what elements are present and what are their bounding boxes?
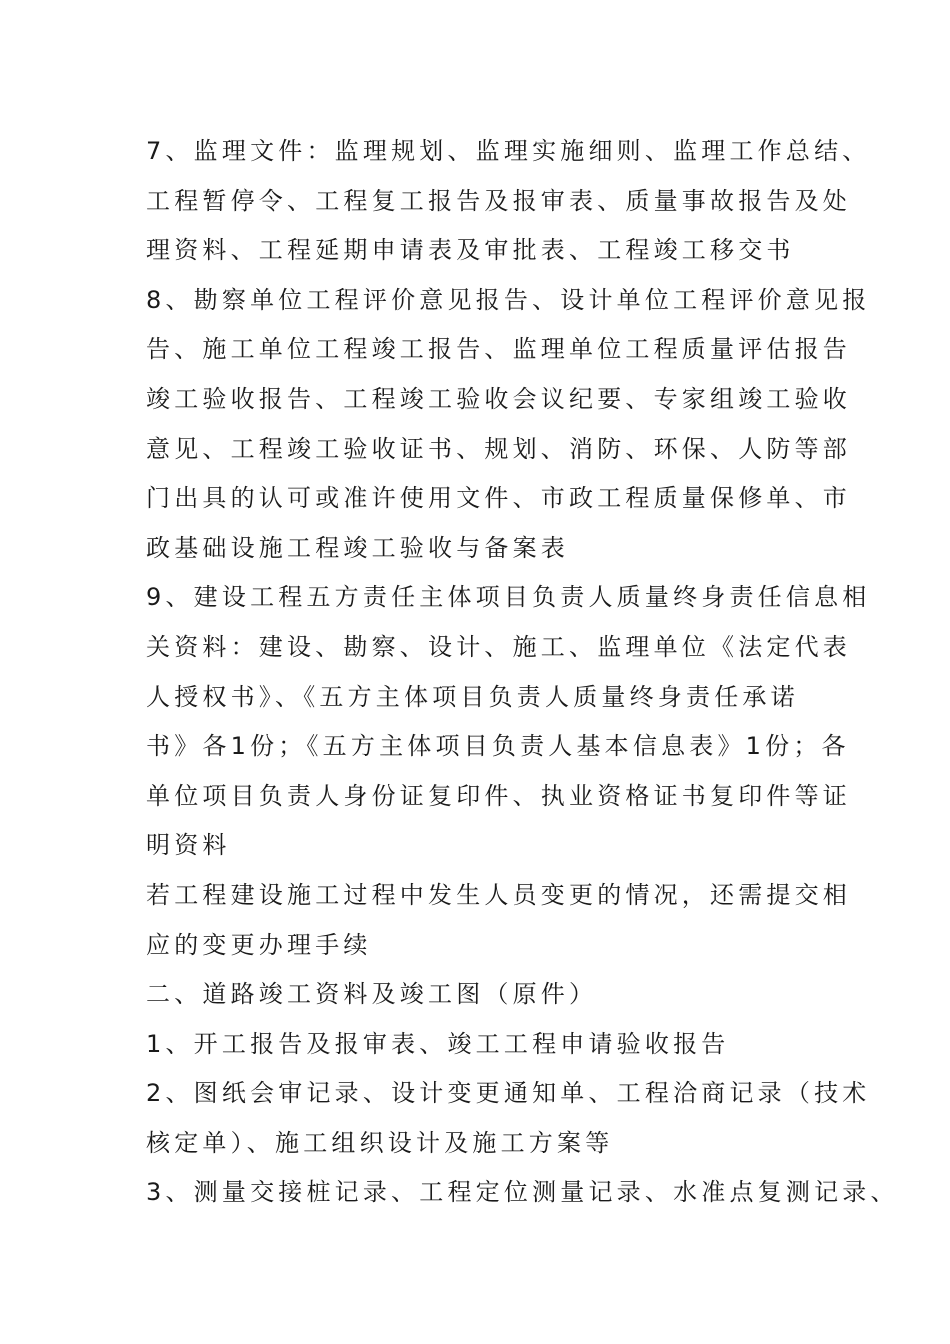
text-line-5: 告、施工单位工程竣工报告、监理单位工程质量评估报告 — [146, 335, 851, 364]
document-body — [146, 127, 899, 1218]
text-line-19: 1、开工报告及报审表、竣工工程申请验收报告 — [146, 1029, 730, 1058]
text-line-10: 9、建设工程五方责任主体项目负责人质量终身责任信息相 — [146, 583, 871, 612]
text-line-3: 理资料、工程延期申请表及审批表、工程竣工移交书 — [146, 236, 795, 265]
text-line-6: 竣工验收报告、工程竣工验收会议纪要、专家组竣工验收 — [146, 384, 851, 413]
text-line-21: 核定单）、施工组织设计及施工方案等 — [146, 1128, 614, 1157]
text-line-22: 3、测量交接桩记录、工程定位测量记录、水准点复测记录、 — [146, 1178, 899, 1207]
text-line-18: 二、道路竣工资料及竣工图（原件） — [146, 980, 598, 1009]
text-line-17: 应的变更办理手续 — [146, 930, 372, 959]
text-line-11: 关资料：建设、勘察、设计、施工、监理单位《法定代表 — [146, 632, 851, 661]
text-line-8: 门出具的认可或准许使用文件、市政工程质量保修单、市 — [146, 484, 851, 513]
text-line-20: 2、图纸会审记录、设计变更通知单、工程洽商记录（技术 — [146, 1079, 871, 1108]
text-line-2: 工程暂停令、工程复工报告及报审表、质量事故报告及处 — [146, 186, 851, 215]
text-line-7: 意见、工程竣工验收证书、规划、消防、环保、人防等部 — [146, 434, 851, 463]
text-line-9: 政基础设施工程竣工验收与备案表 — [146, 533, 569, 562]
text-line-4: 8、勘察单位工程评价意见报告、设计单位工程评价意见报 — [146, 285, 871, 314]
text-line-14: 单位项目负责人身份证复印件、执业资格证书复印件等证 — [146, 781, 851, 810]
text-line-12: 人授权书》、《五方主体项目负责人质量终身责任承诺 — [146, 682, 799, 711]
text-line-16: 若工程建设施工过程中发生人员变更的情况，还需提交相 — [146, 880, 851, 909]
text-line-1: 7、监理文件：监理规划、监理实施细则、监理工作总结、 — [146, 137, 871, 165]
text-line-15: 明资料 — [146, 831, 231, 860]
text-line-13: 书》各1份；《五方主体项目负责人基本信息表》1份；各 — [146, 732, 850, 761]
